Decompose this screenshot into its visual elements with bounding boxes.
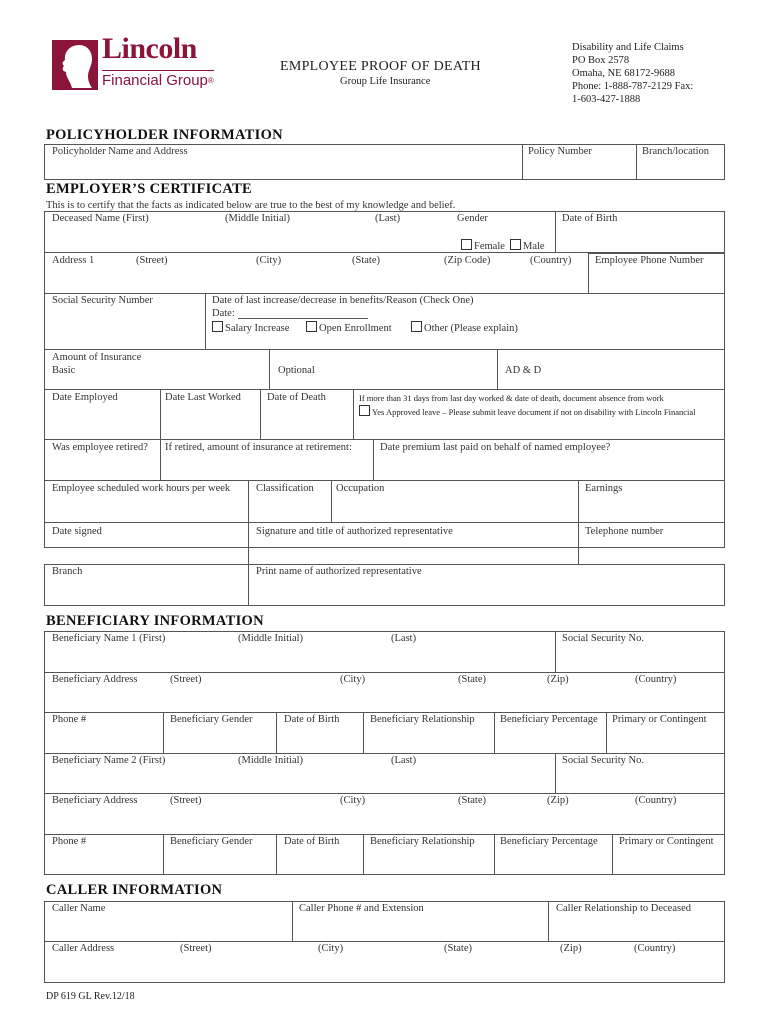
signature-field[interactable]: Signature and title of authorized representative bbox=[256, 526, 453, 537]
lincoln-profile-icon bbox=[52, 40, 98, 90]
beneficiary1-dob-field[interactable]: Date of Birth bbox=[284, 714, 340, 725]
checkbox-icon bbox=[359, 405, 370, 416]
beneficiary1-address-field[interactable]: Beneficiary Address bbox=[52, 674, 138, 685]
amount-of-insurance-label: Amount of Insurance bbox=[52, 352, 142, 363]
zip-label: (Zip) bbox=[547, 795, 569, 806]
lincoln-logo bbox=[52, 32, 222, 94]
beneficiary1-phone-field[interactable]: Phone # bbox=[52, 714, 87, 725]
caller-relationship-field[interactable]: Caller Relationship to Deceased bbox=[556, 903, 691, 914]
ssn-field[interactable]: Social Security Number bbox=[52, 295, 153, 306]
telephone-field[interactable]: Telephone number bbox=[585, 526, 664, 537]
beneficiary2-phone-field[interactable]: Phone # bbox=[52, 836, 87, 847]
state-label: (State) bbox=[458, 674, 486, 685]
branch-field[interactable]: Branch bbox=[52, 566, 83, 577]
address-line: Phone: 1-888-787-2129 Fax: bbox=[572, 81, 694, 92]
beneficiary1-relationship-field[interactable]: Beneficiary Relationship bbox=[370, 714, 475, 725]
classification-field[interactable]: Classification bbox=[256, 483, 314, 494]
caller-address-field[interactable]: Caller Address bbox=[52, 943, 115, 954]
beneficiary1-percentage-field[interactable]: Beneficiary Percentage bbox=[500, 714, 598, 725]
country-label: (Country) bbox=[635, 795, 677, 806]
beneficiary2-last-name-field[interactable]: (Last) bbox=[391, 755, 417, 766]
checkbox-icon bbox=[212, 321, 223, 332]
deceased-first-name-field[interactable]: Deceased Name (First) bbox=[52, 213, 149, 224]
date-underline bbox=[238, 318, 368, 319]
beneficiary2-relationship-field[interactable]: Beneficiary Relationship bbox=[370, 836, 475, 847]
beneficiary1-gender-field[interactable]: Beneficiary Gender bbox=[170, 714, 253, 725]
yes-approved-leave-checkbox[interactable] bbox=[359, 405, 696, 417]
earnings-field[interactable]: Earnings bbox=[585, 483, 623, 494]
street-label: (Street) bbox=[170, 674, 202, 685]
basic-field[interactable]: Basic bbox=[52, 365, 76, 376]
beneficiary1-middle-initial-field[interactable]: (Middle Initial) bbox=[238, 633, 304, 644]
beneficiary2-ssn-field[interactable]: Social Security No. bbox=[562, 755, 644, 766]
gender-label: Gender bbox=[457, 213, 488, 224]
male-checkbox[interactable] bbox=[510, 239, 545, 252]
caller-heading: CALLER INFORMATION bbox=[46, 882, 223, 898]
checkbox-icon bbox=[461, 239, 472, 250]
address-line: Omaha, NE 68172-9688 bbox=[572, 68, 675, 79]
open-enrollment-label: Open Enrollment bbox=[319, 323, 392, 334]
male-label: Male bbox=[523, 241, 545, 252]
date-employed-field[interactable]: Date Employed bbox=[52, 392, 118, 403]
policyholder-heading: POLICYHOLDER INFORMATION bbox=[46, 127, 283, 143]
caller-phone-field[interactable]: Caller Phone # and Extension bbox=[299, 903, 424, 914]
address-line: 1-603-427-1888 bbox=[572, 94, 641, 105]
policy-number-field[interactable]: Policy Number bbox=[528, 146, 592, 157]
beneficiary2-primary-field[interactable]: Primary or Contingent bbox=[619, 836, 714, 847]
female-checkbox[interactable] bbox=[461, 239, 505, 252]
beneficiary-heading: BENEFICIARY INFORMATION bbox=[46, 613, 264, 629]
female-label: Female bbox=[474, 241, 505, 252]
zip-label: (Zip) bbox=[547, 674, 569, 685]
beneficiary2-dob-field[interactable]: Date of Birth bbox=[284, 836, 340, 847]
form-title: EMPLOYEE PROOF OF DEATH bbox=[280, 59, 481, 74]
address1-field[interactable]: Address 1 bbox=[52, 255, 95, 266]
country-label: (Country) bbox=[635, 674, 677, 685]
claims-address bbox=[572, 41, 693, 106]
beneficiary2-percentage-field[interactable]: Beneficiary Percentage bbox=[500, 836, 598, 847]
form-number-footer: DP 619 GL Rev.12/18 bbox=[46, 991, 135, 1002]
print-name-field[interactable]: Print name of authorized representative bbox=[256, 566, 422, 577]
logo-subtitle-text: Financial Group bbox=[102, 72, 208, 89]
checkbox-icon bbox=[306, 321, 317, 332]
state-label: (State) bbox=[444, 943, 472, 954]
zip-label: (Zip) bbox=[560, 943, 582, 954]
checkbox-icon bbox=[411, 321, 422, 332]
street-label: (Street) bbox=[170, 795, 202, 806]
caller-name-field[interactable]: Caller Name bbox=[52, 903, 106, 914]
premium-paid-field[interactable]: Date premium last paid on behalf of named employee? bbox=[380, 442, 611, 453]
logo-subtitle bbox=[102, 72, 214, 89]
city-label: (City) bbox=[340, 795, 366, 806]
policyholder-name-field[interactable]: Policyholder Name and Address bbox=[52, 146, 188, 157]
address-line: Disability and Life Claims bbox=[572, 42, 684, 53]
adnd-field[interactable]: AD & D bbox=[505, 365, 542, 376]
beneficiary1-last-name-field[interactable]: (Last) bbox=[391, 633, 417, 644]
employee-phone-field[interactable]: Employee Phone Number bbox=[595, 255, 704, 266]
salary-increase-label: Salary Increase bbox=[225, 323, 290, 334]
retired-amount-field[interactable]: If retired, amount of insurance at retirement: bbox=[165, 442, 352, 453]
checkbox-icon bbox=[510, 239, 521, 250]
form-subtitle: Group Life Insurance bbox=[340, 76, 431, 87]
city-label: (City) bbox=[256, 255, 282, 266]
certify-statement: This is to certify that the facts as indicated below are true to the best of my knowledge and belief. bbox=[46, 200, 456, 211]
date-signed-field[interactable]: Date signed bbox=[52, 526, 102, 537]
zip-label: (Zip Code) bbox=[444, 255, 491, 266]
logo-reg-mark: ® bbox=[207, 76, 214, 85]
yes-approved-label: Yes Approved leave – Please submit leave document if not on disability with Lincoln Financial bbox=[372, 407, 696, 417]
beneficiary1-first-name-field[interactable]: Beneficiary Name 1 (First) bbox=[52, 633, 166, 644]
other-checkbox[interactable] bbox=[411, 321, 518, 334]
state-label: (State) bbox=[458, 795, 486, 806]
retired-field[interactable]: Was employee retired? bbox=[52, 442, 148, 453]
other-label: Other (Please explain) bbox=[424, 323, 518, 334]
state-label: (State) bbox=[352, 255, 380, 266]
logo-divider bbox=[102, 70, 214, 71]
increase-date-field[interactable]: Date: bbox=[212, 308, 235, 319]
logo-wordmark: Lincoln bbox=[102, 32, 197, 65]
occupation-field[interactable]: Occupation bbox=[336, 483, 385, 494]
branch-location-field[interactable]: Branch/location bbox=[642, 146, 710, 157]
country-label: (Country) bbox=[530, 255, 572, 266]
street-label: (Street) bbox=[180, 943, 212, 954]
city-label: (City) bbox=[340, 674, 366, 685]
beneficiary2-middle-initial-field[interactable]: (Middle Initial) bbox=[238, 755, 304, 766]
employer-heading: EMPLOYER’S CERTIFICATE bbox=[46, 181, 253, 197]
last-increase-label: Date of last increase/decrease in benefits/Reason (Check One) bbox=[212, 295, 474, 306]
deceased-last-name-field[interactable]: (Last) bbox=[375, 213, 401, 224]
beneficiary2-gender-field[interactable]: Beneficiary Gender bbox=[170, 836, 253, 847]
work-hours-field[interactable]: Employee scheduled work hours per week bbox=[52, 483, 231, 494]
city-label: (City) bbox=[318, 943, 344, 954]
country-label: (Country) bbox=[634, 943, 676, 954]
address-line: PO Box 2578 bbox=[572, 55, 630, 66]
salary-increase-checkbox[interactable] bbox=[212, 321, 289, 334]
beneficiary2-address-field[interactable]: Beneficiary Address bbox=[52, 795, 138, 806]
beneficiary2-first-name-field[interactable]: Beneficiary Name 2 (First) bbox=[52, 755, 166, 766]
beneficiary1-ssn-field[interactable]: Social Security No. bbox=[562, 633, 644, 644]
date-last-worked-field[interactable]: Date Last Worked bbox=[165, 392, 241, 403]
street-label: (Street) bbox=[136, 255, 168, 266]
deceased-middle-initial-field[interactable]: (Middle Initial) bbox=[225, 213, 291, 224]
date-of-death-field[interactable]: Date of Death bbox=[267, 392, 326, 403]
date-of-birth-field[interactable]: Date of Birth bbox=[562, 213, 618, 224]
beneficiary1-primary-field[interactable]: Primary or Contingent bbox=[612, 714, 707, 725]
absence-note: If more than 31 days from last day worked & date of death, document absence from work bbox=[359, 393, 664, 403]
open-enrollment-checkbox[interactable] bbox=[306, 321, 392, 334]
optional-field[interactable]: Optional bbox=[278, 365, 315, 376]
